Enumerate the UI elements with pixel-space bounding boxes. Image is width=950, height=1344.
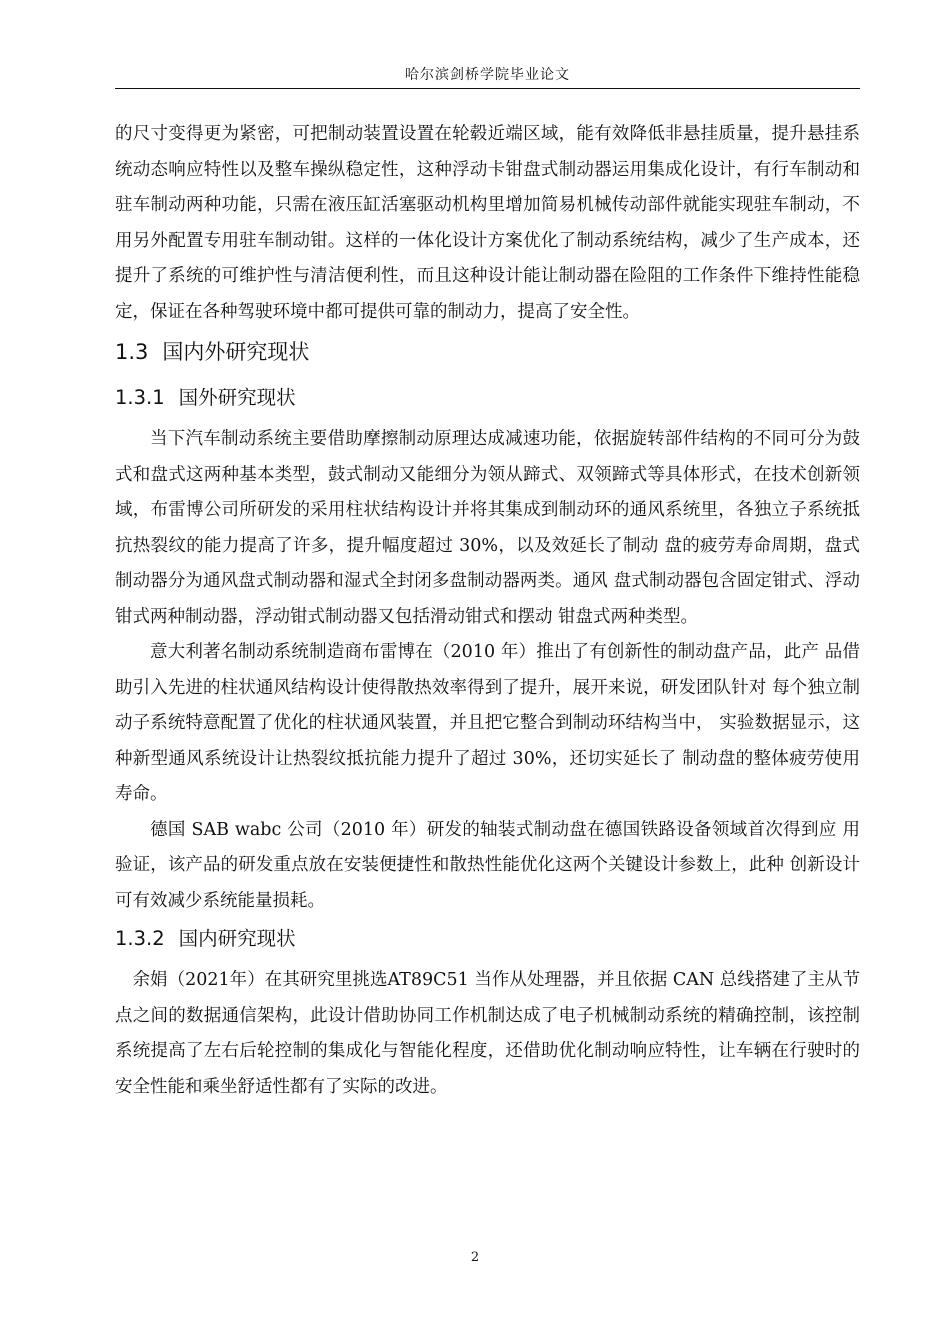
page-body [115,117,860,1105]
paragraph-domestic-1: 余娟（2021年）在其研究里挑选AT89C51 当作从处理器，并且依据 CAN 总线搭建了主从节点之间的数据通信架构，此设计借助协同工作机制达成了电子机械制动系统的精确控制，该控制系统提高了左右后轮控制的集成化与智能化程度，还借助优化制动响应特性，让车辆在行驶时的安全性能和乘坐舒适性都有了实际的改进。 [115,970,860,1097]
paragraph-foreign-2: 意大利著名制动系统制造商布雷博在（2010 年）推出了有创新性的制动盘产品，此产 品借助引入先进的柱状通风结构设计使得散热效率得到了提升，展开来说，研发团队针对 每个独立制动子系统特意配置了优化的柱状通风装置，并且把它整合到制动环结构当中， 实验数据显示，这种新型通风系统设计让热裂纹抵抗能力提升了超过 30%，还切实延长了 制动盘的整体疲劳使用寿命。 [115,642,860,804]
paragraph-continued: 的尺寸变得更为紧密，可把制动装置设置在轮毂近端区域，能有效降低非悬挂质量，提升悬挂系统动态响应特性以及整车操纵稳定性，这种浮动卡钳盘式制动器运用集成化设计，有行车制动和驻车制动两种功能，只需在液压缸活塞驱动机构里增加简易机械传动部件就能实现驻车制动，不用另外配置专用驻车制动钳。这样的一体化设计方案优化了制动系统结构，减少了生产成本，还提升了系统的可维护性与清洁便利性，而且这种设计能让制动器在险阻的工作条件下维持性能稳定，保证在各种驾驶环境中都可提供可靠的制动力，提高了安全性。 [115,124,860,322]
subsection-heading-1-3-2 [115,919,860,959]
header-rule [115,88,860,89]
subsection-number: 1.3.2 [115,927,165,950]
subsection-title: 国外研究现状 [178,386,296,409]
page-number: 2 [470,1250,480,1265]
paragraph-foreign-1: 当下汽车制动系统主要借助摩擦制动原理达成减速功能，依据旋转部件结构的不同可分为鼓式和盘式这两种基本类型，鼓式制动又能细分为领从蹄式、双领蹄式等具体形式，在技术创新领域，布雷博公司所研发的采用柱状结构设计并将其集成到制动环的通风系统里，各独立子系统抵抗热裂纹的能力提高了许多，提升幅度超过 30%，以及效延长了制动 盘的疲劳寿命周期，盘式制动器分为通风盘式制动器和湿式全封闭多盘制动器两类。通风 盘式制动器包含固定钳式、浮动钳式两种制动器，浮动钳式制动器又包括滑动钳式和摆动 钳盘式两种类型。 [115,429,860,627]
paragraph-foreign-3: 德国 SAB wabc 公司（2010 年）研发的轴装式制动盘在德国铁路设备领域首次得到应 用验证，该产品的研发重点放在安装便捷性和散热性能优化这两个关键设计参数上，此种 创新设计可有效减少系统能量损耗。 [115,819,860,911]
section-heading-1-3 [115,332,860,372]
subsection-title: 国内研究现状 [178,927,296,950]
section-number: 1.3 [115,340,149,364]
running-header: 哈尔滨剑桥学院毕业论文 [405,67,570,83]
section-title: 国内外研究现状 [162,340,310,364]
subsection-heading-1-3-1 [115,378,860,418]
subsection-number: 1.3.1 [115,386,165,409]
